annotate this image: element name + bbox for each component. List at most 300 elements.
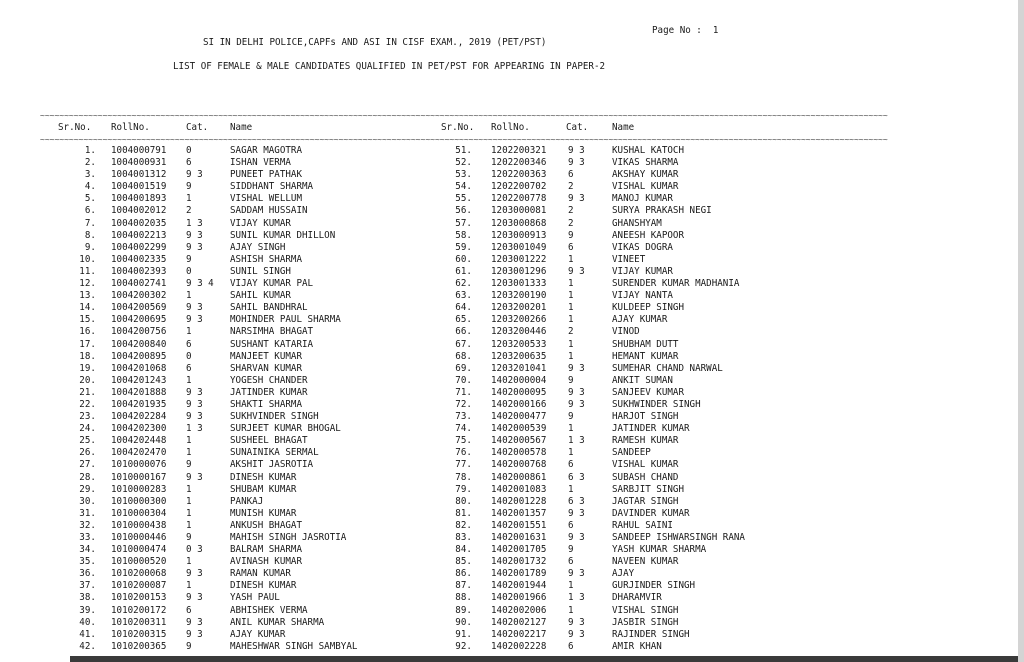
table-row (0, 242, 800, 254)
right-roll-cell: 1402001966 (491, 592, 547, 604)
left-roll-cell: 1004200302 (111, 290, 167, 302)
left-roll-cell: 1010000167 (111, 471, 167, 483)
left-roll-cell: 1004202300 (111, 423, 167, 435)
right-roll-cell: 1203200446 (491, 326, 547, 338)
right-roll-cell: 1203200201 (491, 302, 547, 314)
left-cat-cell: 1 (186, 374, 192, 386)
right-sr-cell: 91. (455, 628, 472, 640)
table-row (0, 580, 800, 592)
table-row (0, 205, 800, 217)
left-roll-cell: 1010000283 (111, 483, 167, 495)
left-sr-cell: 23. (79, 411, 96, 423)
left-sr-cell: 15. (79, 314, 96, 326)
left-cat-cell: 9 3 (186, 628, 203, 640)
header-name-left: Name (230, 122, 253, 133)
left-name-cell: SHAKTI SHARMA (230, 398, 303, 410)
left-sr-cell: 33. (79, 532, 96, 543)
left-sr-cell: 9. (84, 241, 96, 253)
right-cat-cell: 2 (568, 217, 574, 229)
right-roll-cell: 1402000166 (491, 398, 547, 410)
left-roll-cell: 1004200569 (111, 302, 167, 314)
right-sr-cell: 76. (455, 447, 472, 459)
right-cat-cell: 6 (568, 459, 574, 471)
header-name-right: Name (612, 122, 635, 133)
left-cat-cell: 0 3 (186, 544, 203, 556)
table-row (0, 641, 800, 653)
right-name-cell: HEMANT KUMAR (612, 350, 679, 362)
left-sr-cell: 1. (84, 145, 96, 156)
right-name-cell: VISHAL KUMAR (612, 181, 679, 193)
left-cat-cell: 9 3 4 (186, 278, 214, 290)
left-sr-cell: 31. (79, 507, 96, 519)
left-cat-cell: 1 (186, 556, 192, 568)
left-name-cell: MAHISH SINGH JASROTIA (230, 532, 347, 543)
right-cat-cell: 1 (568, 253, 574, 265)
right-sr-cell: 53. (455, 169, 472, 181)
right-roll-cell: 1203200190 (491, 290, 547, 302)
left-roll-cell: 1010000438 (111, 519, 167, 531)
left-roll-cell: 1010000304 (111, 507, 167, 519)
left-sr-cell: 36. (79, 568, 96, 580)
right-sr-cell: 51. (455, 145, 472, 156)
left-name-cell: ABHISHEK VERMA (230, 604, 308, 616)
left-roll-cell: 1010200172 (111, 604, 167, 616)
right-name-cell: SURYA PRAKASH NEGI (612, 205, 712, 217)
left-cat-cell: 1 (186, 290, 192, 302)
left-sr-cell: 3. (84, 169, 96, 181)
left-sr-cell: 37. (79, 580, 96, 592)
left-sr-cell: 10. (79, 253, 96, 265)
right-cat-cell: 6 (568, 169, 574, 181)
right-roll-cell: 1402001357 (491, 507, 547, 519)
left-cat-cell: 1 (186, 507, 192, 519)
header-srno-right: Sr.No. (441, 122, 475, 133)
left-cat-cell: 9 (186, 640, 192, 652)
left-roll-cell: 1010200315 (111, 628, 167, 640)
left-sr-cell: 24. (79, 423, 96, 435)
right-roll-cell: 1402001732 (491, 556, 547, 568)
right-name-cell: JATINDER KUMAR (612, 423, 690, 435)
right-cat-cell: 6 (568, 556, 574, 568)
right-sr-cell: 89. (455, 604, 472, 616)
right-sr-cell: 68. (455, 350, 472, 362)
left-name-cell: SUNIL SINGH (230, 265, 291, 277)
table-row (0, 472, 800, 484)
left-name-cell: VISHAL WELLUM (230, 193, 303, 205)
right-name-cell: VIKAS DOGRA (612, 241, 673, 253)
right-roll-cell: 1402001083 (491, 483, 547, 495)
header-srno-left: Sr.No. (58, 122, 92, 133)
left-sr-cell: 22. (79, 398, 96, 410)
table-row (0, 314, 800, 326)
left-sr-cell: 17. (79, 338, 96, 350)
left-roll-cell: 1010200365 (111, 640, 167, 652)
right-cat-cell: 1 3 (568, 435, 585, 447)
right-name-cell: VINOD (612, 326, 640, 338)
left-sr-cell: 42. (79, 640, 96, 652)
left-cat-cell: 1 3 (186, 423, 203, 435)
right-sr-cell: 83. (455, 532, 472, 543)
right-name-cell: ANEESH KAPOOR (612, 229, 685, 241)
right-sr-cell: 62. (455, 278, 472, 290)
table-row (0, 363, 800, 375)
left-roll-cell: 1004002393 (111, 265, 167, 277)
table-row (0, 508, 800, 520)
right-cat-cell: 1 (568, 423, 574, 435)
table-row (0, 169, 800, 181)
left-name-cell: ISHAN VERMA (230, 157, 291, 169)
table-row (0, 157, 800, 169)
right-cat-cell: 9 3 (568, 145, 585, 156)
right-name-cell: JAGTAR SINGH (612, 495, 679, 507)
left-sr-cell: 18. (79, 350, 96, 362)
right-sr-cell: 57. (455, 217, 472, 229)
right-sr-cell: 74. (455, 423, 472, 435)
right-name-cell: AMIR KHAN (612, 640, 662, 652)
right-name-cell: SANDEEP (612, 447, 651, 459)
right-sr-cell: 60. (455, 253, 472, 265)
table-row (0, 254, 800, 266)
right-name-cell: DHARAMVIR (612, 592, 662, 604)
left-name-cell: MAHESHWAR SINGH SAMBYAL (230, 640, 358, 652)
left-cat-cell: 1 (186, 495, 192, 507)
left-name-cell: YASH PAUL (230, 592, 280, 604)
left-cat-cell: 1 (186, 435, 192, 447)
left-roll-cell: 1004002213 (111, 229, 167, 241)
right-roll-cell: 1402000768 (491, 459, 547, 471)
left-roll-cell: 1010000076 (111, 459, 167, 471)
right-cat-cell: 1 (568, 338, 574, 350)
left-cat-cell: 9 3 (186, 471, 203, 483)
horizontal-scrollbar[interactable] (70, 656, 1018, 662)
right-roll-cell: 1203000868 (491, 217, 547, 229)
right-roll-cell: 1402000477 (491, 411, 547, 423)
table-row (0, 544, 800, 556)
right-cat-cell: 9 3 (568, 157, 585, 169)
right-sr-cell: 80. (455, 495, 472, 507)
tilde-divider-top: ~~~~~~~~~~~~~~~~~~~~~~~~~~~~~~~~~~~~~~~~~~~~~~~~~~~~~~~~~~~~~~~~~~~~~~~~~~~~~~~~~~~~~~~~~~~~~~~~~~~~~~~~~~~~~~~~~~~~~~~~~~~~~~~~~~~~~~~~~~~~~~~~~~~~~~~~~~~~~~~~~~~~~~~~~~~~~~~~ (40, 111, 888, 120)
right-name-cell: HARJOT SINGH (612, 411, 679, 423)
left-name-cell: DINESH KUMAR (230, 580, 297, 592)
left-name-cell: SIDDHANT SHARMA (230, 181, 314, 193)
left-name-cell: PUNEET PATHAK (230, 169, 303, 181)
left-cat-cell: 1 3 (186, 217, 203, 229)
table-row (0, 459, 800, 471)
right-roll-cell: 1203001333 (491, 278, 547, 290)
left-name-cell: RAMAN KUMAR (230, 568, 291, 580)
left-name-cell: MANJEET KUMAR (230, 350, 303, 362)
left-sr-cell: 7. (84, 217, 96, 229)
left-name-cell: SUKHVINDER SINGH (230, 411, 319, 423)
right-roll-cell: 1203200533 (491, 338, 547, 350)
right-roll-cell: 1203201041 (491, 362, 547, 374)
table-row (0, 399, 800, 411)
right-sr-cell: 70. (455, 374, 472, 386)
document-title: SI IN DELHI POLICE,CAPFs AND ASI IN CISF EXAM., 2019 (PET/PST) (203, 37, 547, 48)
left-roll-cell: 1004001893 (111, 193, 167, 205)
right-sr-cell: 52. (455, 157, 472, 169)
right-cat-cell: 1 (568, 447, 574, 459)
right-roll-cell: 1203000081 (491, 205, 547, 217)
left-cat-cell: 6 (186, 604, 192, 616)
table-row (0, 326, 800, 338)
right-cat-cell: 9 3 (568, 568, 585, 580)
left-sr-cell: 8. (84, 229, 96, 241)
right-cat-cell: 9 3 (568, 628, 585, 640)
left-name-cell: SUSHEEL BHAGAT (230, 435, 308, 447)
right-name-cell: RAHUL SAINI (612, 519, 673, 531)
table-row (0, 387, 800, 399)
right-name-cell: GURJINDER SINGH (612, 580, 696, 592)
right-roll-cell: 1402001944 (491, 580, 547, 592)
right-sr-cell: 78. (455, 471, 472, 483)
left-sr-cell: 28. (79, 471, 96, 483)
left-name-cell: SHUBAM KUMAR (230, 483, 297, 495)
left-cat-cell: 2 (186, 205, 192, 217)
left-cat-cell: 9 (186, 253, 192, 265)
left-sr-cell: 5. (84, 193, 96, 205)
left-name-cell: MOHINDER PAUL SHARMA (230, 314, 341, 326)
right-name-cell: GHANSHYAM (612, 217, 662, 229)
vertical-scrollbar[interactable] (1018, 0, 1024, 662)
right-roll-cell: 1402002006 (491, 604, 547, 616)
right-sr-cell: 73. (455, 411, 472, 423)
right-cat-cell: 9 (568, 374, 574, 386)
right-name-cell: VIJAY NANTA (612, 290, 673, 302)
left-cat-cell: 9 3 (186, 241, 203, 253)
left-name-cell: PANKAJ (230, 495, 264, 507)
right-sr-cell: 75. (455, 435, 472, 447)
right-name-cell: JASBIR SINGH (612, 616, 679, 628)
left-name-cell: AJAY SINGH (230, 241, 286, 253)
right-name-cell: KULDEEP SINGH (612, 302, 685, 314)
right-roll-cell: 1402001228 (491, 495, 547, 507)
right-cat-cell: 9 3 (568, 193, 585, 205)
right-roll-cell: 1402000539 (491, 423, 547, 435)
left-roll-cell: 1010200087 (111, 580, 167, 592)
right-roll-cell: 1202200346 (491, 157, 547, 169)
right-name-cell: SANDEEP ISHWARSINGH RANA (612, 532, 745, 543)
right-cat-cell: 1 (568, 314, 574, 326)
right-roll-cell: 1203001222 (491, 253, 547, 265)
right-sr-cell: 87. (455, 580, 472, 592)
left-name-cell: AJAY KUMAR (230, 628, 286, 640)
left-name-cell: AVINASH KUMAR (230, 556, 303, 568)
right-roll-cell: 1402000861 (491, 471, 547, 483)
left-name-cell: SAHIL KUMAR (230, 290, 291, 302)
table-row (0, 193, 800, 205)
table-row (0, 145, 800, 157)
right-name-cell: KUSHAL KATOCH (612, 145, 685, 156)
right-cat-cell: 1 (568, 302, 574, 314)
left-cat-cell: 1 (186, 193, 192, 205)
right-sr-cell: 79. (455, 483, 472, 495)
left-name-cell: ANIL KUMAR SHARMA (230, 616, 325, 628)
table-row (0, 423, 800, 435)
left-cat-cell: 1 (186, 483, 192, 495)
right-name-cell: RAMESH KUMAR (612, 435, 679, 447)
right-sr-cell: 92. (455, 640, 472, 652)
page-number: Page No : 1 (652, 25, 719, 36)
candidate-list (0, 145, 800, 653)
tilde-divider-header: ~~~~~~~~~~~~~~~~~~~~~~~~~~~~~~~~~~~~~~~~~~~~~~~~~~~~~~~~~~~~~~~~~~~~~~~~~~~~~~~~~~~~~~~~~~~~~~~~~~~~~~~~~~~~~~~~~~~~~~~~~~~~~~~~~~~~~~~~~~~~~~~~~~~~~~~~~~~~~~~~~~~~~~~~~~~~~~~~ (40, 135, 888, 144)
table-row (0, 411, 800, 423)
table-row (0, 339, 800, 351)
left-roll-cell: 1004201888 (111, 386, 167, 398)
table-row (0, 266, 800, 278)
table-row (0, 351, 800, 363)
left-roll-cell: 1010000446 (111, 532, 167, 543)
left-name-cell: ANKUSH BHAGAT (230, 519, 303, 531)
left-roll-cell: 1010000474 (111, 544, 167, 556)
table-row (0, 629, 800, 641)
right-name-cell: SURENDER KUMAR MADHANIA (612, 278, 740, 290)
table-row (0, 532, 800, 544)
right-roll-cell: 1203200635 (491, 350, 547, 362)
table-row (0, 568, 800, 580)
right-roll-cell: 1402002127 (491, 616, 547, 628)
right-roll-cell: 1203001049 (491, 241, 547, 253)
left-sr-cell: 6. (84, 205, 96, 217)
right-cat-cell: 9 3 (568, 265, 585, 277)
left-roll-cell: 1010200153 (111, 592, 167, 604)
right-name-cell: VIJAY KUMAR (612, 265, 673, 277)
left-sr-cell: 35. (79, 556, 96, 568)
left-name-cell: SUNIL KUMAR DHILLON (230, 229, 336, 241)
left-name-cell: ASHISH SHARMA (230, 253, 303, 265)
right-cat-cell: 1 (568, 580, 574, 592)
right-sr-cell: 55. (455, 193, 472, 205)
left-sr-cell: 40. (79, 616, 96, 628)
right-sr-cell: 54. (455, 181, 472, 193)
left-cat-cell: 9 3 (186, 169, 203, 181)
left-sr-cell: 14. (79, 302, 96, 314)
left-cat-cell: 9 (186, 181, 192, 193)
left-cat-cell: 9 3 (186, 592, 203, 604)
left-name-cell: NARSIMHA BHAGAT (230, 326, 314, 338)
left-roll-cell: 1004000931 (111, 157, 167, 169)
left-roll-cell: 1004200756 (111, 326, 167, 338)
right-roll-cell: 1402001789 (491, 568, 547, 580)
left-name-cell: AKSHIT JASROTIA (230, 459, 314, 471)
right-cat-cell: 1 (568, 483, 574, 495)
table-row (0, 447, 800, 459)
left-roll-cell: 1004000791 (111, 145, 167, 156)
right-name-cell: RAJINDER SINGH (612, 628, 690, 640)
right-sr-cell: 59. (455, 241, 472, 253)
left-cat-cell: 9 (186, 532, 192, 543)
table-row (0, 605, 800, 617)
right-roll-cell: 1402002228 (491, 640, 547, 652)
table-row (0, 592, 800, 604)
right-name-cell: ANKIT SUMAN (612, 374, 673, 386)
right-roll-cell: 1402000095 (491, 386, 547, 398)
left-cat-cell: 6 (186, 157, 192, 169)
right-cat-cell: 1 (568, 604, 574, 616)
right-name-cell: AKSHAY KUMAR (612, 169, 679, 181)
right-roll-cell: 1402000567 (491, 435, 547, 447)
left-cat-cell: 0 (186, 265, 192, 277)
left-cat-cell: 9 3 (186, 568, 203, 580)
left-roll-cell: 1010000520 (111, 556, 167, 568)
right-name-cell: SUMEHAR CHAND NARWAL (612, 362, 723, 374)
left-roll-cell: 1004200695 (111, 314, 167, 326)
left-sr-cell: 21. (79, 386, 96, 398)
right-cat-cell: 9 3 (568, 532, 585, 543)
right-roll-cell: 1202200702 (491, 181, 547, 193)
right-cat-cell: 9 3 (568, 398, 585, 410)
right-roll-cell: 1203200266 (491, 314, 547, 326)
table-row (0, 520, 800, 532)
left-sr-cell: 19. (79, 362, 96, 374)
left-cat-cell: 9 3 (186, 411, 203, 423)
left-cat-cell: 9 (186, 459, 192, 471)
left-roll-cell: 1010000300 (111, 495, 167, 507)
left-sr-cell: 25. (79, 435, 96, 447)
right-sr-cell: 85. (455, 556, 472, 568)
left-roll-cell: 1004201068 (111, 362, 167, 374)
left-name-cell: SUSHANT KATARIA (230, 338, 314, 350)
right-roll-cell: 1202200363 (491, 169, 547, 181)
left-cat-cell: 9 3 (186, 386, 203, 398)
left-cat-cell: 9 3 (186, 616, 203, 628)
right-cat-cell: 1 3 (568, 592, 585, 604)
table-row (0, 290, 800, 302)
right-sr-cell: 72. (455, 398, 472, 410)
right-roll-cell: 1402001551 (491, 519, 547, 531)
right-roll-cell: 1402001705 (491, 544, 547, 556)
right-sr-cell: 65. (455, 314, 472, 326)
right-name-cell: AJAY (612, 568, 635, 580)
right-sr-cell: 61. (455, 265, 472, 277)
right-name-cell: SHUBHAM DUTT (612, 338, 679, 350)
left-roll-cell: 1004001312 (111, 169, 167, 181)
left-roll-cell: 1004002335 (111, 253, 167, 265)
right-cat-cell: 1 (568, 278, 574, 290)
right-cat-cell: 2 (568, 205, 574, 217)
right-sr-cell: 58. (455, 229, 472, 241)
right-sr-cell: 86. (455, 568, 472, 580)
right-name-cell: VISHAL KUMAR (612, 459, 679, 471)
right-cat-cell: 6 3 (568, 495, 585, 507)
left-sr-cell: 27. (79, 459, 96, 471)
right-roll-cell: 1203001296 (491, 265, 547, 277)
right-sr-cell: 69. (455, 362, 472, 374)
table-row (0, 617, 800, 629)
left-cat-cell: 1 (186, 580, 192, 592)
left-sr-cell: 16. (79, 326, 96, 338)
left-cat-cell: 9 3 (186, 314, 203, 326)
left-roll-cell: 1004002741 (111, 278, 167, 290)
table-row (0, 302, 800, 314)
left-name-cell: SADDAM HUSSAIN (230, 205, 308, 217)
left-sr-cell: 12. (79, 278, 96, 290)
table-row (0, 218, 800, 230)
right-cat-cell: 6 3 (568, 471, 585, 483)
left-name-cell: SURJEET KUMAR BHOGAL (230, 423, 341, 435)
left-cat-cell: 1 (186, 326, 192, 338)
table-row (0, 556, 800, 568)
right-cat-cell: 9 (568, 229, 574, 241)
right-roll-cell: 1402002217 (491, 628, 547, 640)
left-cat-cell: 0 (186, 350, 192, 362)
right-roll-cell: 1402000578 (491, 447, 547, 459)
left-sr-cell: 11. (79, 265, 96, 277)
right-cat-cell: 9 3 (568, 616, 585, 628)
left-roll-cell: 1004200840 (111, 338, 167, 350)
left-roll-cell: 1004201243 (111, 374, 167, 386)
right-cat-cell: 6 (568, 241, 574, 253)
